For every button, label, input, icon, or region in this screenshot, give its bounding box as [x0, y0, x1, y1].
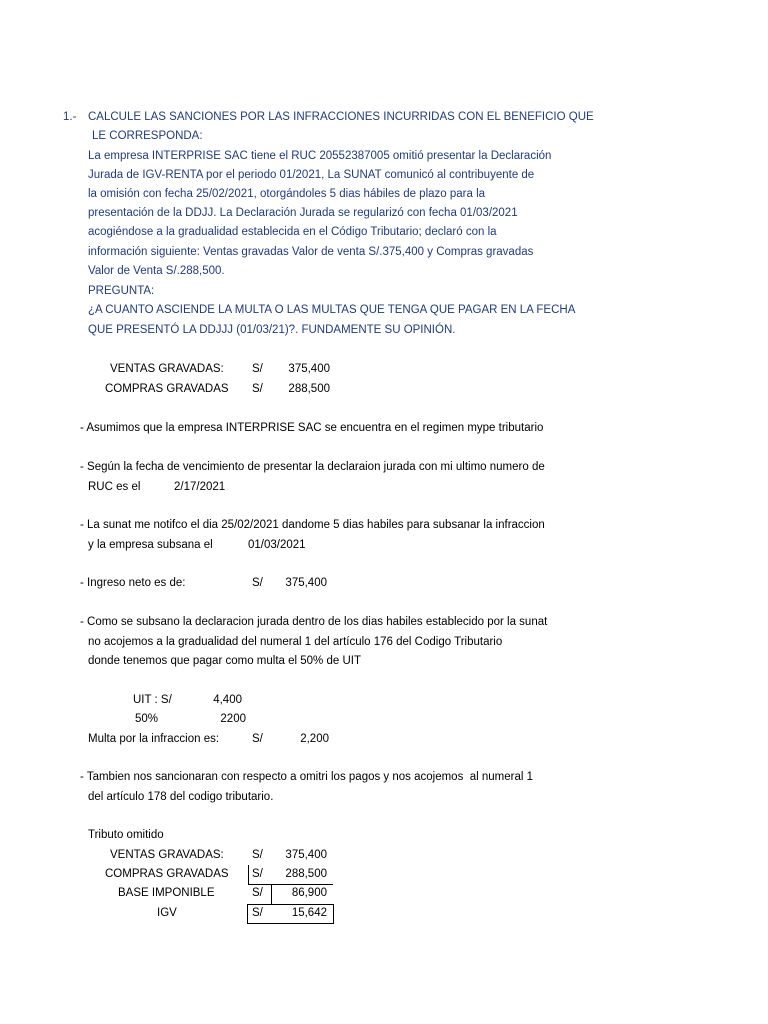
row-value-ventas: 375,400 — [285, 849, 327, 861]
correction-date-value: 01/03/2021 — [248, 539, 306, 551]
uit-percent-label: 50% — [135, 713, 159, 725]
statement-line: La empresa INTERPRISE SAC tiene el RUC 20552387005 omitió presentar la Declaración — [88, 150, 552, 162]
gradualidad-note-line: donde tenemos que pagar como multa el 50% de UIT — [88, 655, 361, 667]
gradualidad-note-line: - Como se subsano la declaracion jurada dentro de los dias habiles establecido por la sunat — [80, 616, 548, 628]
row-value-igv: 15,642 — [291, 907, 327, 919]
uit-percent-value: 2200 — [220, 713, 246, 725]
omission-note-line: - Tambien nos sancionaran con respecto a omitri los pagos y nos acojemos al numeral 1 — [80, 771, 533, 783]
net-income-value: 375,400 — [285, 577, 327, 589]
summary-currency: S/ — [252, 383, 263, 395]
cell-border-left — [248, 865, 249, 884]
uit-label: UIT : S/ — [133, 694, 172, 706]
due-date-label: RUC es el — [88, 481, 141, 493]
row-currency: S/ — [252, 887, 263, 899]
summary-currency: S/ — [252, 363, 263, 375]
row-currency: S/ — [252, 849, 263, 861]
fine-value: 2,200 — [300, 733, 329, 745]
statement-line: Valor de Venta S/.288,500. — [88, 265, 225, 277]
notification-note-line: - La sunat me notifco el dia 25/02/2021 dandome 5 dias habiles para subsanar la infraccion — [80, 519, 545, 531]
statement-line: acogiéndose a la gradualidad establecida en el Código Tributario; declaró con la — [88, 226, 497, 238]
row-label-base-imponible: BASE IMPONIBLE — [118, 887, 215, 899]
summary-value-compras: 288,500 — [288, 383, 330, 395]
question-label: PREGUNTA: — [88, 285, 155, 297]
fine-currency: S/ — [252, 733, 263, 745]
statement-line: presentación de la DDJJ. La Declaración Jurada se regularizó con fecha 01/03/2021 — [88, 207, 518, 219]
statement-line: información siguiente: Ventas gravadas Valor de venta S/.375,400 y Compras gravadas — [88, 246, 534, 258]
problem-heading-line: CALCULE LAS SANCIONES POR LAS INFRACCIONES INCURRIDAS CON EL BENEFICIO QUE — [88, 111, 594, 123]
correction-date-label: y la empresa subsana el — [88, 539, 213, 551]
row-value-compras: 288,500 — [285, 868, 327, 880]
row-currency: S/ — [252, 868, 263, 880]
question-line: QUE PRESENTÓ LA DDJJJ (01/03/21)?. FUNDAMENTE SU OPINIÓN. — [88, 324, 456, 336]
gradualidad-note-line: no acojemos a la gradualidad del numeral 1 del artículo 176 del Codigo Tributario — [88, 636, 503, 648]
question-line: ¿A CUANTO ASCIENDE LA MULTA O LAS MULTAS QUE TENGA QUE PAGAR EN LA FECHA — [88, 304, 576, 316]
fine-label: Multa por la infraccion es: — [88, 733, 220, 745]
statement-line: la omisión con fecha 25/02/2021, otorgándoles 5 dias hábiles de plazo para la — [88, 188, 486, 200]
cell-border-divider — [271, 884, 272, 904]
net-income-currency: S/ — [252, 577, 263, 589]
summary-label-ventas: VENTAS GRAVADAS: — [110, 363, 224, 375]
omission-note-line: del artículo 178 del codigo tributario. — [88, 791, 274, 803]
igv-result-box — [247, 904, 334, 924]
due-date-note-line: - Según la fecha de vencimiento de presentar la declaraion jurada con mi ultimo numero de — [80, 461, 545, 473]
summary-value-ventas: 375,400 — [288, 363, 330, 375]
row-label-ventas: VENTAS GRAVADAS: — [110, 849, 224, 861]
subtraction-underline — [248, 884, 333, 885]
problem-number: 1.- — [63, 111, 77, 123]
problem-heading-line: LE CORRESPONDA: — [92, 130, 203, 142]
row-label-igv: IGV — [157, 907, 177, 919]
net-income-label: - Ingreso neto es de: — [80, 577, 186, 589]
summary-label-compras: COMPRAS GRAVADAS — [105, 383, 229, 395]
tributo-omitido-title: Tributo omitido — [88, 829, 164, 841]
regime-note: - Asumimos que la empresa INTERPRISE SAC se encuentra en el regimen mype tributario — [80, 422, 544, 434]
row-label-compras: COMPRAS GRAVADAS — [105, 868, 229, 880]
due-date-value: 2/17/2021 — [174, 481, 226, 493]
uit-value: 4,400 — [213, 694, 242, 706]
row-value-base-imponible: 86,900 — [291, 887, 327, 899]
row-currency: S/ — [252, 907, 263, 919]
statement-line: Jurada de IGV-RENTA por el periodo 01/2021, La SUNAT comunicó al contribuyente de — [88, 169, 535, 181]
